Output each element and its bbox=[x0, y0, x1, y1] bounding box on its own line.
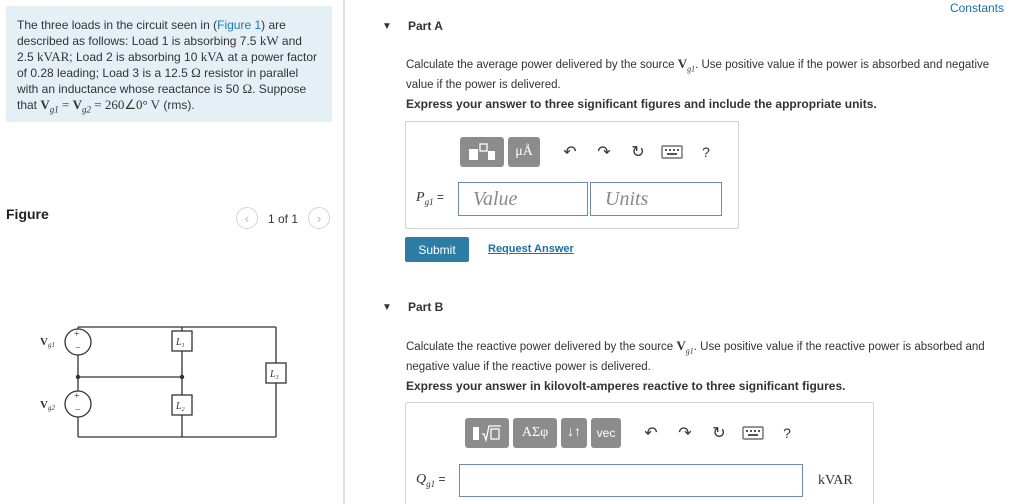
redo-button[interactable] bbox=[671, 419, 699, 447]
question-sub: g1 bbox=[687, 64, 696, 74]
problem-text: (rms). bbox=[160, 98, 195, 112]
part-a-collapse-icon[interactable]: ▼ bbox=[382, 21, 392, 32]
unit-ohm: Ω bbox=[242, 81, 253, 96]
qg1-value-input[interactable] bbox=[459, 464, 803, 497]
kvar-unit-label: kVAR bbox=[818, 473, 853, 488]
part-b-title[interactable]: Part B bbox=[408, 300, 444, 314]
pg1-units-input[interactable]: Units bbox=[590, 182, 722, 216]
problem-text: . Suppose that bbox=[17, 82, 307, 112]
reset-button[interactable] bbox=[705, 419, 733, 447]
formula-eq: = bbox=[58, 97, 73, 112]
constants-link[interactable]: Constants bbox=[949, 1, 1004, 15]
plus-sign: + bbox=[74, 391, 80, 402]
help-button[interactable] bbox=[692, 138, 720, 166]
label-eq: = bbox=[433, 190, 444, 204]
label-var: P bbox=[416, 190, 425, 205]
formula-sub: g2 bbox=[81, 104, 91, 115]
subsup-button[interactable] bbox=[561, 418, 587, 448]
problem-text: and 2.5 bbox=[17, 34, 302, 64]
column-divider bbox=[343, 0, 345, 504]
label-var: Q bbox=[416, 472, 427, 487]
templates-button[interactable] bbox=[460, 137, 504, 167]
formula-sub: g1 bbox=[49, 104, 59, 115]
arrows-icon: ↓↑ bbox=[567, 425, 581, 440]
part-b-question bbox=[406, 338, 1018, 375]
problem-text: ; Load 2 is absorbing 10 bbox=[69, 50, 201, 64]
part-b-collapse-icon[interactable]: ▼ bbox=[382, 302, 392, 313]
chevron-right-icon: › bbox=[316, 210, 322, 226]
plus-sign: + bbox=[74, 329, 80, 340]
problem-text: resistor in parallel with an inductance whose reactance is 50 bbox=[17, 66, 299, 96]
pager-label: 1 of 1 bbox=[267, 212, 299, 226]
reset-icon: ↻ bbox=[631, 144, 645, 161]
help-icon: ? bbox=[783, 425, 791, 441]
label-l1: $L_1$ bbox=[176, 337, 185, 349]
label-l3: $L_3$ bbox=[270, 369, 279, 381]
undo-icon: ↶ bbox=[644, 425, 658, 442]
keyboard-icon bbox=[742, 426, 764, 440]
problem-text: at a power factor of 0.28 leading; Load 3 is a 12.5 bbox=[17, 50, 318, 80]
redo-button[interactable] bbox=[590, 138, 618, 166]
question-text: . Use positive value if the reactive power is absorbed and negative value if the reactive power is delivered. bbox=[406, 341, 985, 374]
problem-text: ) are described as follows: Load 1 is absorbing 7.5 bbox=[17, 18, 286, 48]
unit-kvar: kVAR bbox=[37, 49, 70, 64]
submit-button[interactable]: Submit bbox=[405, 237, 469, 262]
request-answer-link[interactable]: Request Answer bbox=[488, 243, 574, 255]
mu-a-icon: μÅ bbox=[515, 144, 533, 159]
formula-vg1: V bbox=[40, 97, 50, 112]
figure-link[interactable]: Figure 1 bbox=[217, 18, 262, 32]
label-sub: g1 bbox=[426, 478, 436, 489]
vec-icon: vec bbox=[596, 426, 616, 440]
question-var: V bbox=[676, 338, 686, 353]
part-b-instruction: Express your answer in kilovolt-amperes reactive to three significant figures. bbox=[406, 379, 846, 393]
question-var: V bbox=[677, 56, 688, 71]
undo-button[interactable] bbox=[637, 419, 665, 447]
help-button[interactable] bbox=[773, 419, 801, 447]
part-a-title[interactable]: Part A bbox=[408, 19, 443, 33]
unit-kva: kVA bbox=[200, 49, 225, 64]
pg1-value-input[interactable]: Value bbox=[458, 182, 588, 216]
templates-button[interactable] bbox=[465, 418, 509, 448]
greek-button[interactable] bbox=[513, 418, 557, 448]
keyboard-button[interactable] bbox=[739, 419, 767, 447]
question-sub: g1 bbox=[685, 346, 694, 356]
figure-title: Figure bbox=[6, 206, 49, 222]
question-text: Calculate the average power delivered by the source bbox=[406, 59, 678, 71]
junction-dot bbox=[180, 375, 184, 379]
reset-icon: ↻ bbox=[712, 425, 726, 442]
label-vg1: Vg1 bbox=[40, 336, 55, 349]
circuit-diagram bbox=[34, 315, 304, 445]
qg1-label bbox=[416, 472, 445, 489]
question-text: . Use positive value if the power is absorbed and negative value if the power is delivered. bbox=[406, 59, 990, 92]
redo-icon: ↷ bbox=[597, 144, 611, 161]
reset-button[interactable] bbox=[624, 138, 652, 166]
redo-icon: ↷ bbox=[678, 425, 692, 442]
junction-dot bbox=[76, 375, 80, 379]
problem-statement bbox=[6, 6, 332, 122]
undo-icon: ↶ bbox=[563, 144, 577, 161]
minus-sign: − bbox=[75, 405, 81, 416]
templates-radical-icon bbox=[471, 423, 503, 443]
formula-vg2: V bbox=[72, 97, 82, 112]
keyboard-button[interactable] bbox=[658, 138, 686, 166]
undo-button[interactable] bbox=[556, 138, 584, 166]
keyboard-icon bbox=[661, 145, 683, 159]
part-a-instruction: Express your answer to three significant figures and include the appropriate units. bbox=[406, 97, 877, 111]
part-a-question bbox=[406, 56, 1018, 93]
label-l2: $L_2$ bbox=[176, 401, 185, 413]
unit-kw: kW bbox=[259, 33, 279, 48]
units-button[interactable] bbox=[508, 137, 540, 167]
help-icon: ? bbox=[702, 144, 710, 160]
formula-value: = 260∠0° V bbox=[90, 97, 161, 112]
part-b-toolbar bbox=[465, 417, 807, 449]
chevron-left-icon: ‹ bbox=[244, 210, 250, 226]
question-text: Calculate the reactive power delivered by the source bbox=[406, 341, 677, 353]
unit-ohm: Ω bbox=[191, 65, 201, 80]
label-vg2: Vg2 bbox=[40, 399, 55, 412]
pg1-label bbox=[416, 190, 444, 207]
part-a-toolbar bbox=[460, 136, 726, 168]
label-eq: = bbox=[435, 472, 446, 486]
problem-text: The three loads in the circuit seen in ( bbox=[17, 18, 218, 32]
vector-button[interactable] bbox=[591, 418, 621, 448]
pager-prev-button[interactable] bbox=[236, 207, 258, 229]
label-sub: g1 bbox=[424, 196, 434, 207]
pager-next-button[interactable] bbox=[308, 207, 330, 229]
greek-icon: ΑΣφ bbox=[521, 425, 549, 440]
minus-sign: − bbox=[75, 343, 81, 354]
templates-icon bbox=[467, 142, 497, 162]
